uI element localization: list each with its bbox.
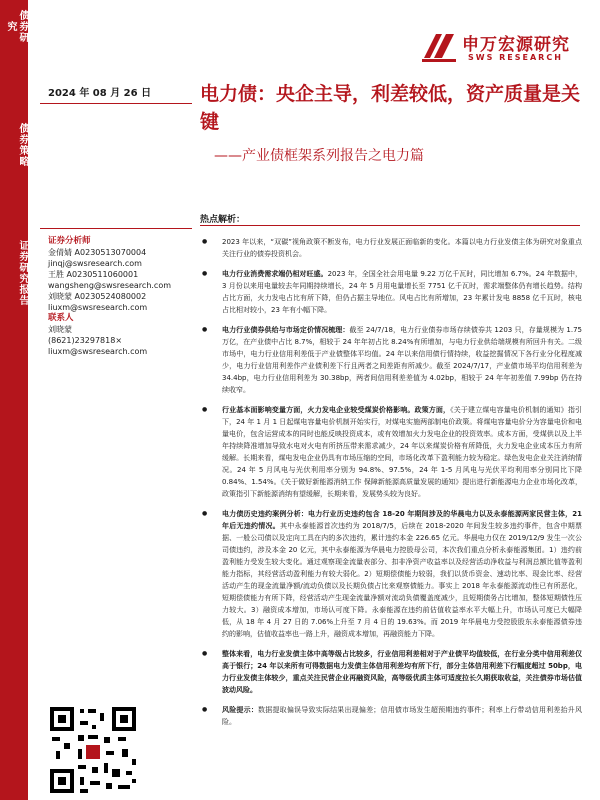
analyst-line: 王胜 A0230511060001 bbox=[48, 270, 139, 279]
qr-code-icon bbox=[48, 705, 138, 795]
list-item bbox=[200, 268, 582, 316]
brand-mark-icon bbox=[420, 28, 458, 64]
list-item bbox=[200, 404, 582, 500]
divider bbox=[40, 103, 192, 104]
report-subtitle: ——产业债框架系列报告之电力篇 bbox=[214, 148, 424, 164]
section-title: 热点解析： bbox=[200, 215, 246, 225]
sidebar bbox=[0, 0, 28, 800]
bullet-text: 数据提取偏误导致实际结果出现偏差；信用债市场发生超预期违约事件；利率上行带动信用利差抬升风险。 bbox=[222, 706, 583, 726]
bullet-lead: 整体来看，电力行业发债主体中高等级占比较多，行业信用利差相对于产业债平均值较低，在行业分类中信用利差仅高于银行；24 年以来所有可得数据电力发债主体信用利差均有所下行，部分主体信用利差下行幅度超过 50bp，电力行业发债主体较少，重点关注民营企业再融资风险，高等级优质主体可适度拉长久期获取收益，关注债券市场估值波动风险。 bbox=[222, 650, 582, 694]
report-title: 电力债：央企主导，利差较低，资产质量是关键 bbox=[200, 83, 581, 133]
bullet-text: 其中永泰能源首次违约为 2018/7/5，后续在 2018-2020 年间发生较多违约事件，包含中期票据、一般公司债以及定向工具在内的多次违约，累计违约本金 226.65 亿元。华晨电力仅在 2019/12/9 发生一次公司债违约，涉及本金 20 亿元，其中永泰能源为华晨电力控股母公司，本次我们重点分析永泰能源集团。1）违约前盈利能力受发生较大变化。通过观察现金流量表部分、扣非净资产收益率以及经营活动净收益与利润总额比值等盈利能力指标，其经营活动盈利能力有较大弱化。2）短期偿债能力较弱，我们以货币资金、速动比率、现金比率、经营活动产生的现金流量净额/流动负债以及长期负债占比来观察债能力。事实上 2018 年永泰能源流动性已有所恶化，短期偿债能力有所下降，经营活动产生现金流量净额对流动负债覆盖度减少，且短期债务占比增加，整体短期债性压力较大。3）融资成本增加，市场认可度下降。永泰能源在违约前估值收益率水平大幅上升，市场认可度已大幅降低，从 18 年 4 月 27 日的 7.06%上升至 7 月 4 日的 19.63%。而 2019 年华晨电力受控股股东永泰能源债券违约的影响，估值收益率也一路上升，融资成本增加，再融资能力下降。 bbox=[222, 522, 582, 638]
bullet-text: 《关于建立煤电容量电价机制的通知》指引下，24 年 1 月 1 日起煤电容量电价机制开始实行，对煤电实施两部制电价政策。将煤电容量电价分为容量电价和电量电价，包含运营成本的同时也能反映投资成本，或有效增加火力发电企业的投资效率。成本方面，受煤供以及上半年持续降准增加导致水电对火电有所挤压带来需求减少，24 年以来煤炭价格有所降低，火力发电企业成本压力有所缓解。长期来看，煤电发电企业仍具有市场压缩的空间，市场化改革下盈利能力较为稳定。绿色发电企业关注消纳情况。24 年 5 月风电与光伏利用率分别为 94.8%、97.5%，24 年 1-5 月风电与光伏平均利用率分别同比下降 0.84%、1.54%。《关于做好新能源消纳工作 保障新能源高质量发展的通知》提出进行新能源电力企业市场化改革，政策指引下新能源消纳有望缓解，长期来看，发展势头较为良好。 bbox=[222, 406, 583, 498]
list-item bbox=[200, 704, 582, 728]
list-item bbox=[200, 508, 582, 640]
bullet-lead: 电力行业债券供给与市场定价情况梳理： bbox=[222, 326, 350, 334]
bullet-lead: 风险提示： bbox=[222, 706, 259, 714]
list-item bbox=[200, 236, 582, 260]
sidebar-label-category: 债券研究 bbox=[5, 9, 28, 43]
bullet-text: 2023 年，全国全社会用电量 9.22 万亿千瓦时，同比增加 6.7%。24 年数据中，3 月份以来用电量较去年同期持续增长，24 年 5 月用电量增长至 7751 亿千瓦时，需求端整体仍有增长趋势。结构占比方面，火力发电占比有所下降，但仍占据主导地位。风电占比有所增加，23 年累计发电 8858 亿千瓦时，核电占比相对较小，23 年有小幅下降。 bbox=[222, 270, 583, 314]
contact-line: 刘晓蒙 bbox=[48, 325, 72, 334]
analyst-line: 金倩婧 A0230513070004 bbox=[48, 248, 147, 257]
analyst-panel bbox=[48, 236, 188, 357]
bullet-lead: 电力行业消费需求端仍相对旺盛。 bbox=[222, 270, 328, 278]
analyst-line: liuxm@swsresearch.com bbox=[48, 303, 148, 312]
list-item bbox=[200, 648, 582, 696]
contact-line: (8621)23297818× bbox=[48, 336, 123, 345]
sidebar-label-report: 证券研究报告 bbox=[17, 240, 28, 306]
analyst-line: 刘晓蒙 A0230524080002 bbox=[48, 292, 147, 301]
brand-name-cn: 申万宏源研究 bbox=[462, 35, 570, 55]
contact-line: liuxm@swsresearch.com bbox=[48, 347, 148, 356]
brand-logo bbox=[420, 28, 590, 70]
analyst-line: jinqj@swsresearch.com bbox=[48, 259, 142, 268]
bullet-lead: 行业基本面影响变量方面，火力发电企业较受煤炭价格影响。政策方面， bbox=[222, 406, 451, 414]
key-points bbox=[200, 236, 582, 736]
sidebar-label-type: 债券策略 bbox=[17, 123, 28, 167]
list-item bbox=[200, 324, 582, 396]
report-date: 2024 年 08 月 26 日 bbox=[48, 88, 152, 99]
bullet-lead: 电力债历史违约案例分析：电力行业历史违约包含 18-20 年期间涉及的华晨电力以及永泰能源两家民营主体，21 年后无违约情况。 bbox=[222, 510, 582, 530]
bullet-text: 截至 24/7/18，电力行业债券市场存续债券共 1203 只，存量规模为 1.75 万亿，在产业债中占比 8.7%，相较于 24 年年初占比 8.24%有所增加，与电力行业供给端规模有所回升有关。二级市场中，电力行业信用利差低于产业债整体平均值。24 年以来信用债行情持续，收益挖掘情况下各行业分化程度减少，电力行业信用利差作产业债利差下行且两者之间差距有所减少。截至 2024/7/17，产业债市场平均信用利差为 34.4bp，电力行业信用利差为 30.38bp，两者间信用利差差值为 4.02bp，相较于 24 年年初差值 7.99bp 仍在持续收窄。 bbox=[222, 326, 582, 394]
bullet-text: 2023 年以来，“双碳”视角政策不断发布，电力行业发展正面临新的变化。本篇以电力行业发债主体为研究对象重点关注行业的债券投资机会。 bbox=[222, 238, 582, 258]
analyst-heading: 证券分析师 bbox=[48, 236, 91, 246]
section-rule bbox=[200, 225, 580, 226]
brand-name-en: SWS RESEARCH bbox=[468, 53, 563, 62]
analyst-line: wangsheng@swsresearch.com bbox=[48, 281, 172, 290]
divider bbox=[40, 228, 192, 229]
contact-heading: 联系人 bbox=[48, 313, 74, 323]
